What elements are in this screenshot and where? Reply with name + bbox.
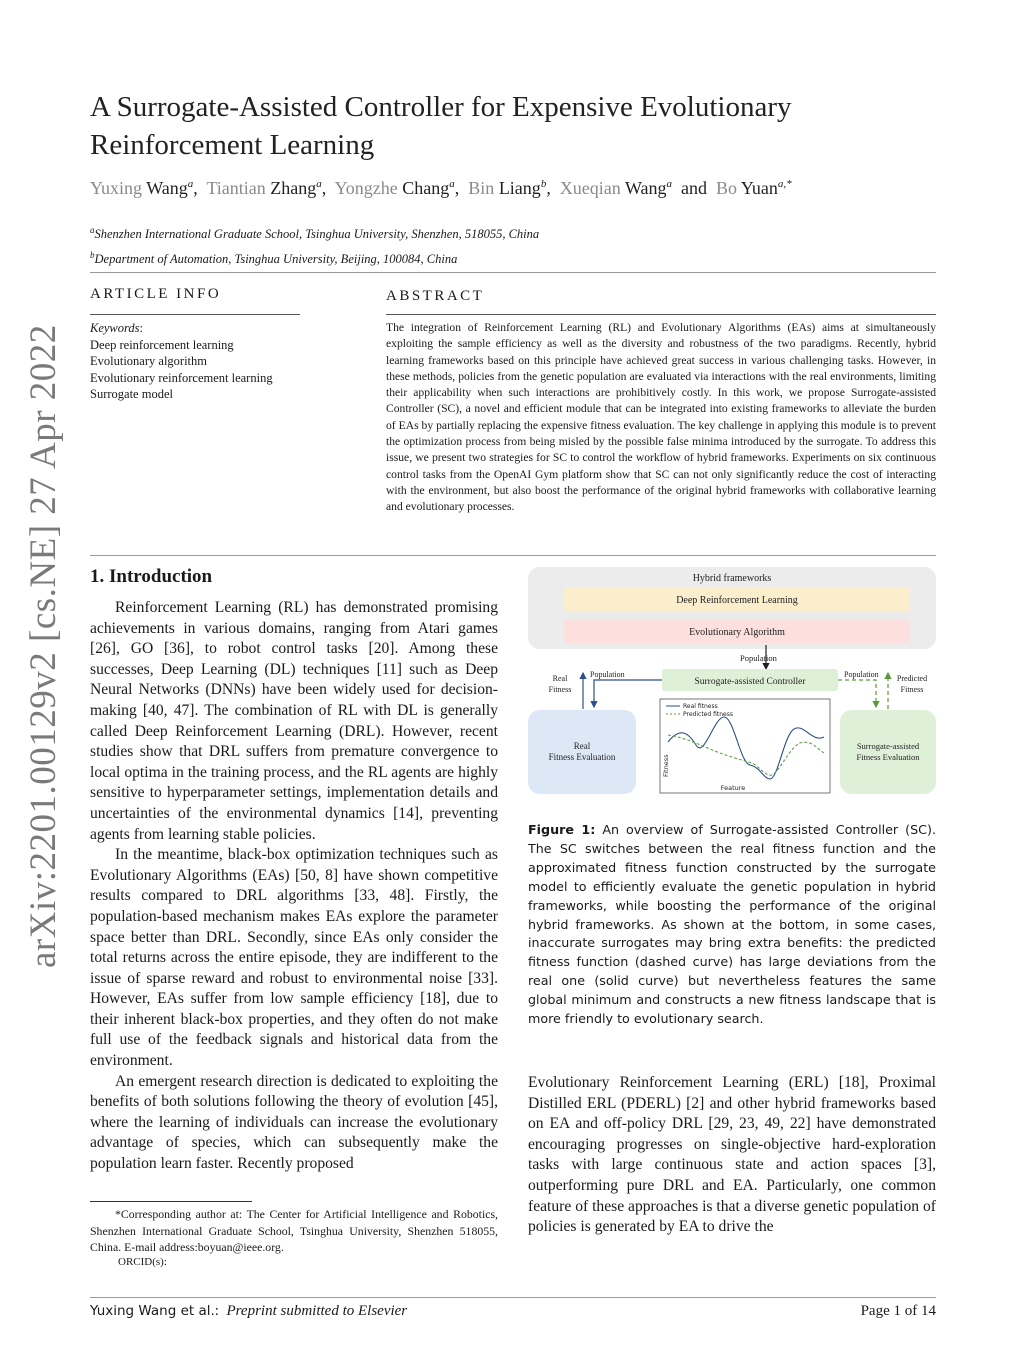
real-eval-label: Real Fitness Evaluation: [548, 741, 616, 762]
sc-label: Surrogate-assisted Controller: [694, 677, 806, 687]
paragraph: Reinforcement Learning (RL) has demonstrated promising achievements in various domains, ranging from Atari games [26], GO [36], to robot control tasks [20]. Among these successes, Deep Learning (DL) techniques [11] such as Deep Neural Networks (DNNs) have been widely used for decision-making [40, 47]. The combination of RL with DL is generally called Deep Reinforcement Learning (DRL). However, recent studies show that DRL suffers from premature convergence to local optima in the training process, and the RL agents are highly sensitive to hyperparameter settings, implementation details and uncertainties of the environmental dynamics [14], preventing agents from learning stable policies.: [90, 599, 498, 843]
author[interactable]: Xueqian Wang$^a$: [559, 178, 673, 198]
left-column: [90, 566, 498, 1175]
hybrid-frameworks-label: Hybrid frameworks: [692, 573, 772, 584]
keywords-label: Keywords: [90, 321, 140, 335]
figure-1: [528, 567, 936, 807]
header-divider: [90, 272, 936, 273]
author[interactable]: Tiantian Zhang$^a$: [206, 178, 322, 198]
drl-label: Deep Reinforcement Learning: [676, 595, 798, 606]
orcid-label: ORCID(s):: [118, 1256, 167, 1268]
paper-title: A Surrogate-Assisted Controller for Expensive Evolutionary Reinforcement Learning: [90, 91, 792, 161]
real-fitness-label: Real Fitness: [548, 674, 572, 694]
abstract-rule: [386, 314, 936, 315]
caption-label: Figure 1:: [528, 822, 596, 837]
affiliation: $^a$Shenzhen International Graduate School, Tsinghua University, Shenzhen, 518055, China: [90, 225, 540, 242]
surrogate-eval-label: Surrogate-assisted Fitness Evaluation: [856, 741, 920, 762]
population-right-arrow: [838, 680, 876, 707]
footnote-rule: [90, 1201, 252, 1202]
article-info-heading: ARTICLE INFO: [90, 286, 222, 302]
population-left-arrow: [594, 680, 662, 707]
paragraph: In the meantime, black-box optimization techniques such as Evolutionary Algorithms (EAs) [50, 8] have shown competitive results compared to DRL algorithms [33, 48]. Firstly, the population-based mechanism makes EAs explore the parameter space better than DRL. Secondly, since EAs only consider the total returns across the entire episode, they are indifferent to the issue of sparse reward and robust to environmental noise [33]. However, EAs suffer from low sample efficiency [18], due to their inherent black-box properties, and they often do not make full use of the feedback signals and historical data from the environment.: [90, 846, 498, 1070]
abstract-text: The integration of Reinforcement Learning (RL) and Evolutionary Algorithms (EAs) aims at simultaneously exploiting the sample efficiency as well as the diversity and robustness of the two paradigms. Recently, hybrid learning frameworks based on this principle have achieved great success in various challenging tasks. However, in these methods, policies from the genetic population are evaluated via interactions with the real environments, limiting their applicability when such interactions are prohibitively costly. In this work, we propose Surrogate-assisted Controller (SC), a novel and efficient module that can be integrated into existing frameworks to alleviate the burden of EAs by partially replacing the expensive fitness evaluation. The key challenge in applying this module is to prevent the optimization process from being misled by the possible false minima introduced by the surrogate. To address this issue, we present two strategies for SC to control the workflow of hybrid frameworks. Experiments on six continuous control tasks from the OpenAI Gym platform show that SC can not only significantly reduce the cost of interacting with the environment, but also boost the performance of the original hybrid frameworks with collaborative learning and evolutionary processes.: [386, 321, 936, 514]
keyword: Evolutionary reinforcement learning: [90, 370, 273, 385]
footer-author: Yuxing Wang et al.: [90, 1303, 215, 1319]
abstract-heading: ABSTRACT: [386, 288, 485, 304]
footer-venue: Preprint submitted to Elsevier: [226, 1303, 408, 1319]
predicted-fitness-label: Predicted Fitness: [896, 674, 928, 694]
plot-y-axis-label: Fitness: [662, 754, 670, 777]
footer-rule: [90, 1297, 936, 1298]
page-number: Page 1 of 14: [860, 1303, 936, 1319]
arxiv-identifier: arXiv:2201.00129v2 [cs.NE] 27 Apr 2022: [23, 324, 64, 968]
footer-citation: Yuxing Wang et al.: Preprint submitted to Elsevier: [90, 1303, 408, 1319]
caption-text: An overview of Surrogate-assisted Controller (SC). The SC switches between the real fitness function and the approximated fitness function constructed by the surrogate model to efficiently evaluate the genetic population in hybrid frameworks, while boosting the performance of the original hybrid frameworks. As shown at the bottom, in some cases, inaccurate surrogates may bring extra benefits: the predicted fitness function (dashed curve) has large deviations from the real one (solid curve) but nevertheless features the same global minimum and constructs a new fitness landscape that is more friendly to evolutionary search.: [528, 822, 936, 1027]
right-column: [528, 1073, 936, 1238]
keyword: Evolutionary algorithm: [90, 354, 207, 368]
legend-predicted-fitness: Predicted fitness: [683, 711, 733, 718]
affiliations: [90, 220, 950, 270]
population-top-label: Population: [740, 653, 777, 663]
keyword: Deep reinforcement learning: [90, 337, 234, 352]
keyword: Surrogate model: [90, 387, 173, 401]
abstract-divider: [90, 555, 936, 556]
footnote: *Corresponding author at: The Center for Artificial Intelligence and Robotics, Shenzhen International Graduate School, Tsinghua University, Shenzhen 518055, China. E-mail address:boyuan@ieee.org.: [90, 1207, 498, 1254]
author[interactable]: Bo Yuan$^{a,*}$: [716, 178, 792, 198]
affiliation: $^b$Department of Automation, Tsinghua University, Beijing, 100084, China: [90, 250, 458, 267]
legend-real-fitness: Real fitness: [683, 703, 718, 710]
keywords-block: Keywords: Deep reinforcement learning Evolutionary algorithm Evolutionary reinforcement learning Surrogate model: [90, 320, 320, 403]
author[interactable]: Yongzhe Chang$^a$: [334, 178, 455, 198]
author[interactable]: Bin Liang$^b$: [468, 178, 547, 198]
plot-x-axis-label: Feature: [720, 784, 746, 792]
author[interactable]: Yuxing Wang$^a$: [90, 178, 194, 198]
article-info-rule: [90, 314, 300, 315]
ea-label: Evolutionary Algorithm: [689, 627, 785, 638]
author-conjunction: and: [681, 178, 708, 198]
paragraph: Evolutionary Reinforcement Learning (ERL) [18], Proximal Distilled ERL (PDERL) [2] and other hybrid frameworks based on EA and off-policy DRL [29, 23, 49, 22] have demonstrated encouraging progresses on single-objective hard-exploration tasks with large continuous state and action spaces [3], outperforming pure DRL and EA. Particularly, one common feature of these approaches is that a diverse genetic population of policies is generated by EA to drive the: [528, 1074, 936, 1236]
author-list: Yuxing Wang$^a$, Tiantian Zhang$^a$, Yongzhe Chang$^a$, Bin Liang$^b$, Xueqian Wang$^a$ and Bo Yuan$^{a,*}$: [90, 178, 792, 198]
figure-caption: [528, 821, 936, 1029]
population-right-label: Population: [844, 670, 879, 679]
population-left-label: Population: [590, 670, 625, 679]
paragraph: An emergent research direction is dedicated to exploiting the benefits of both solutions following the theory of evolution [45], where the learning of individuals can increase the evolutionary advantage of species, which can subsequently make the population learn faster. Recently proposed: [90, 1072, 498, 1173]
section-heading: 1. Introduction: [90, 566, 213, 587]
